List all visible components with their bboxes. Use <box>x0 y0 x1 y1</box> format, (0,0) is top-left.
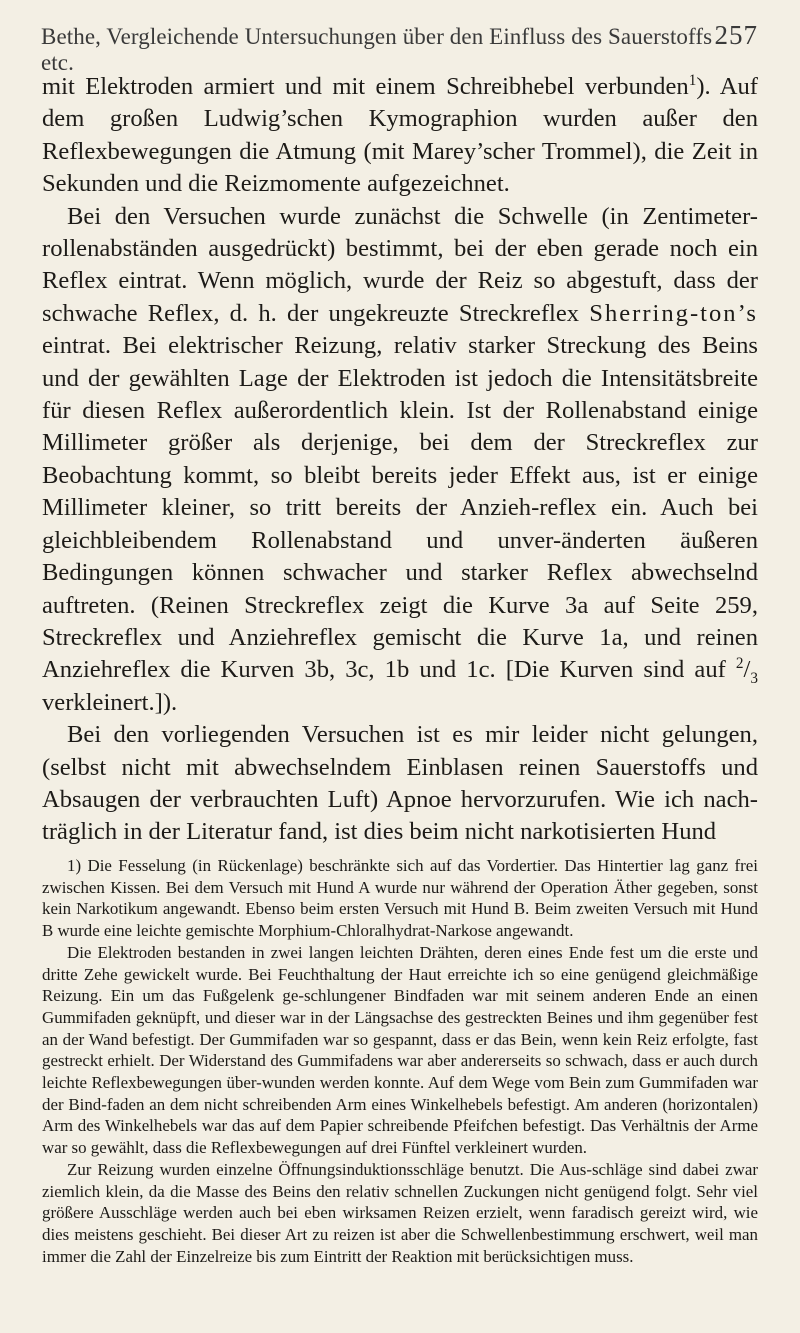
main-text <box>42 71 758 849</box>
footnote-reference: 1 <box>688 71 697 89</box>
paragraph-1-text-b: ). Auf dem großen Ludwig’schen Kymographion wurden außer den Reflexbewegungen die Atmung (mit Marey’scher Trommel), die Zeit in Sekunden und die Reizmomente aufgezeichnet. <box>42 73 758 198</box>
running-title: Bethe, Vergleichende Untersuchungen über den Einfluss des Sauerstoffs etc. <box>41 24 713 75</box>
fraction-denominator: 3 <box>750 670 758 688</box>
paragraph-2-text-b: eintrat. Bei elektrischer Reizung, relativ starker Streckung des Beins und der gewählten Lage der Elektroden ist jedoch die Intensitätsbreite für diesen Reflex außerordentlich klein. Ist der Rollenabstand einige Millimeter größer als derjenige, bei dem der Streckreflex zur Beobachtung kommt, so bleibt bereits jeder Effekt aus, ist er einige Millimeter kleiner, so tritt bereits der Anzieh-reflex ein. Auch bei gleichbleibendem Rollenabstand und unver-änderten äußeren Bedingungen können schwacher und starker Reflex abwechselnd auftreten. (Reinen Streckreflex zeigt die Kurve 3a auf Seite 259, Streckreflex und Anziehreflex gemischt die Kurve 1a, und reinen Anziehreflex die Kurven 3b, 3c, 1b und 1c. [Die Kurven sind auf <box>42 332 758 684</box>
footnote-paragraph-1: 1) Die Fesselung (in Rückenlage) beschränkte sich auf das Vordertier. Das Hintertier lag ganz frei zwischen Kissen. Bei dem Versuch mit Hund A wurde nur während der Operation Äther gegeben, sonst kein Narkotikum angewandt. Ebenso beim ersten Versuch mit Hund B. Beim zweiten Versuch mit Hund B wurde eine leichte gemischte Morphium-Chloralhydrat-Narkose angewandt. <box>42 856 758 941</box>
paragraph-2-text-a: Bei den Versuchen wurde zunächst die Schwelle (in Zentimeter-rollenabständen ausgedrückt) bestimmt, bei der eben gerade noch ein Reflex eintrat. Wenn möglich, wurde der Reiz so abgestuft, dass der schwache Reflex, d. h. der ungekreuzte Streckreflex <box>42 202 758 327</box>
footnote-paragraph-3: Zur Reizung wurden einzelne Öffnungsinduktionsschläge benutzt. Die Aus-schläge sind dabei zwar ziemlich klein, da die Masse des Beins den relativ schnellen Zuckungen nicht genügend folgt. Sehr viel größere Ausschläge werden auch bei eben wirksamen Reizen erzielt, wenn faradisch gereizt wird, wie dies meistens geschieht. Bei dieser Art zu reizen ist aber die Schwellenbestimmung erschwert, weil man immer die Zahl der Einzelreize bis zum Eintritt der Reaktion mit berücksichtigen muss. <box>42 1159 758 1266</box>
footnotes <box>42 855 758 1267</box>
paragraph-1 <box>42 71 758 201</box>
paragraph-3: Bei den vorliegenden Versuchen ist es mir leider nicht gelungen, (selbst nicht mit abwechselndem Einblasen reinen Sauerstoffs und Absaugen der verbrauchten Luft) Apnoe hervorzurufen. Wie ich nach-träglich in der Literatur fand, ist dies beim nicht narkotisierten Hund <box>42 721 758 846</box>
fraction-numerator: 2 <box>735 655 744 673</box>
page-number: 257 <box>714 20 758 50</box>
paragraph-1-text-a: mit Elektroden armiert und mit einem Schreibhebel verbunden <box>42 73 689 100</box>
footnote-paragraph-2: Die Elektroden bestanden in zwei langen leichten Drähten, deren eines Ende fest um die erste und dritte Zehe gewickelt wurde. Bei Feuchthaltung der Haut erreichte ich so eine genügend gleichmäßige Reizung. Ein um das Fußgelenk ge-schlungener Bindfaden war mit seinem anderen Ende an einen Gummifaden geknüpft, und dieser war in der Längsachse des gestreckten Beines und ihm gegenüber fest an der Wand befestigt. Der Gummifaden war so gespannt, dass er das Bein, wenn kein Reiz erfolgte, fast gestreckt erhielt. Der Widerstand des Gummifadens war aber andererseits so schwach, dass er auch durch leichte Reflexbewegungen über-wunden werden konnte. Auf dem Wege vom Bein zum Gummifaden war der Bind-faden an dem nicht schreibenden Arm eines Winkelhebels befestigt. Am anderen (horizontalen) Arm des Winkelhebels war das auf dem Papier schreibende Pfeifchen befestigt. Das Verhältnis der Arme war so gewählt, dass die Reflexbewegungen auf drei Fünftel verkleinert wurden. <box>42 942 758 1158</box>
author-name-sherrington: Sherring-ton’s <box>589 299 758 327</box>
paragraph-2: Bei den Versuchen wurde zunächst die Schwelle (in Zentimeter-rollenabständen ausgedrückt) bestimmt, bei der eben gerade noch ein Reflex eintrat. Wenn möglich, wurde der Reiz so abgestuft, dass der schwache Reflex, d. h. der ungekreuzte Streckreflex Sherring-ton’s eintrat. Bei elektrischer Reizung, relativ starker Streckung des Beins und der gewählten Lage der Elektroden ist jedoch die Intensitätsbreite für diesen Reflex außerordentlich klein. Ist der Rollenabstand einige Millimeter größer als derjenige, bei dem der Streckreflex zur Beobachtung kommt, so bleibt bereits jeder Effekt aus, ist er einige Millimeter kleiner, so tritt bereits der Anzieh-reflex ein. Auch bei gleichbleibendem Rollenabstand und unver-änderten äußeren Bedingungen können schwacher und starker Reflex abwechselnd auftreten. (Reinen Streckreflex zeigt die Kurve 3a auf Seite 259, Streckreflex und Anziehreflex gemischt die Kurve 1a, und reinen Anziehreflex die Kurven 3b, 3c, 1b und 1c. [Die Kurven sind auf $^2/_3$ verkleinert.]). <box>42 202 758 716</box>
paragraph-2-text-c: verkleinert.]). <box>42 688 178 716</box>
running-header <box>41 20 758 75</box>
